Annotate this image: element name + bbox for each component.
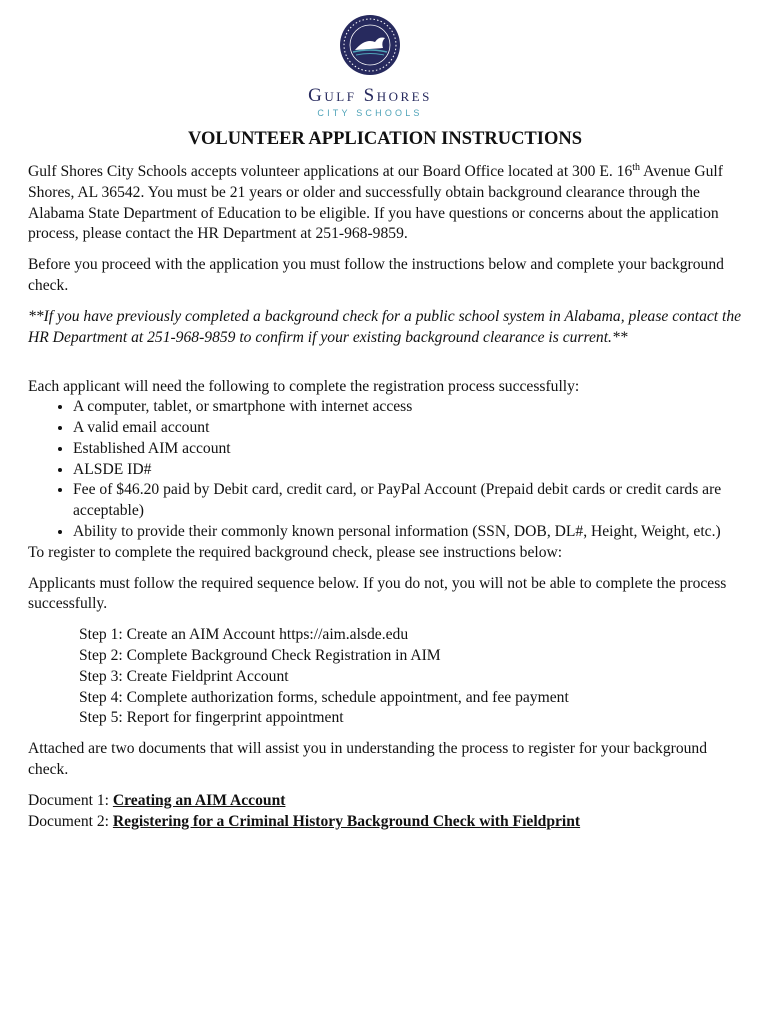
step-item: Step 1: Create an AIM Account https://aim.alsde.edu xyxy=(79,626,409,644)
document-1-label: Document 1: xyxy=(28,791,113,809)
step-item: Step 4: Complete authorization forms, schedule appointment, and fee payment xyxy=(79,688,569,706)
sequence-paragraph: Applicants must follow the required sequence below. If you do not, you will not be able to complete the process successfully. xyxy=(28,574,727,613)
document-body xyxy=(28,162,750,832)
step-item: Step 5: Report for fingerprint appointment xyxy=(79,709,344,727)
step-item: Step 2: Complete Background Check Registration in AIM xyxy=(79,646,441,664)
school-seal-icon xyxy=(339,14,401,76)
logo-name: Gulf Shores xyxy=(308,85,432,106)
fieldprint-registration-link[interactable]: Registering for a Criminal History Background Check with Fieldprint xyxy=(112,812,581,830)
document-links xyxy=(28,791,750,833)
intro-paragraph xyxy=(28,162,750,245)
step-item: Step 3: Create Fieldprint Account xyxy=(79,667,289,685)
document-1 xyxy=(28,791,750,812)
attached-paragraph: Attached are two documents that will assist you in understanding the process to register for your background check. xyxy=(28,740,708,778)
logo-subtitle: CITY SCHOOLS xyxy=(317,108,423,118)
list-item: • A computer, tablet, or smartphone with internet access xyxy=(73,397,750,418)
list-item: • Established AIM account xyxy=(73,439,750,460)
register-text: To register to complete the required background check, please see instructions below: xyxy=(28,543,563,561)
page-title: VOLUNTEER APPLICATION INSTRUCTIONS xyxy=(187,129,583,149)
steps-list xyxy=(28,625,750,729)
prior-check-note: **If you have previously completed a background check for a public school system in Alabama, please contact the HR Department at 251-968-9859 to confirm if your existing background clearance is current.** xyxy=(28,307,742,346)
before-paragraph: Before you proceed with the application you must follow the instructions below and complete your background check. xyxy=(28,256,724,294)
intro-text-1: Gulf Shores City Schools accepts volunteer applications at our Board Office located at 300 E. 16 xyxy=(28,163,633,180)
creating-aim-account-link[interactable]: Creating an AIM Account xyxy=(112,791,286,809)
document-2-label: Document 2: xyxy=(28,812,113,830)
list-item: • Fee of $46.20 paid by Debit card, credit card, or PayPal Account (Prepaid debit cards or credit cards are acceptable) xyxy=(73,480,750,522)
list-item: • Ability to provide their commonly known personal information (SSN, DOB, DL#, Height, Weight, etc.) xyxy=(73,522,750,543)
intro-superscript: th xyxy=(632,161,641,173)
requirements-list xyxy=(28,397,750,543)
gulf-shores-logo xyxy=(290,14,450,119)
list-item: • ALSDE ID# xyxy=(73,460,750,481)
requirements-intro: Each applicant will need the following to complete the registration process successfully: xyxy=(28,378,580,396)
document-2 xyxy=(28,812,750,833)
intro-text-2: Avenue Gulf Shores, AL 36542. You must be 21 years or older and successfully obtain background clearance through the Alabama State Department of Education to be eligible. If you have questions or concerns about the application process, please contact the HR Department at 251-968-9859. xyxy=(28,163,723,243)
list-item: • A valid email account xyxy=(73,418,750,439)
